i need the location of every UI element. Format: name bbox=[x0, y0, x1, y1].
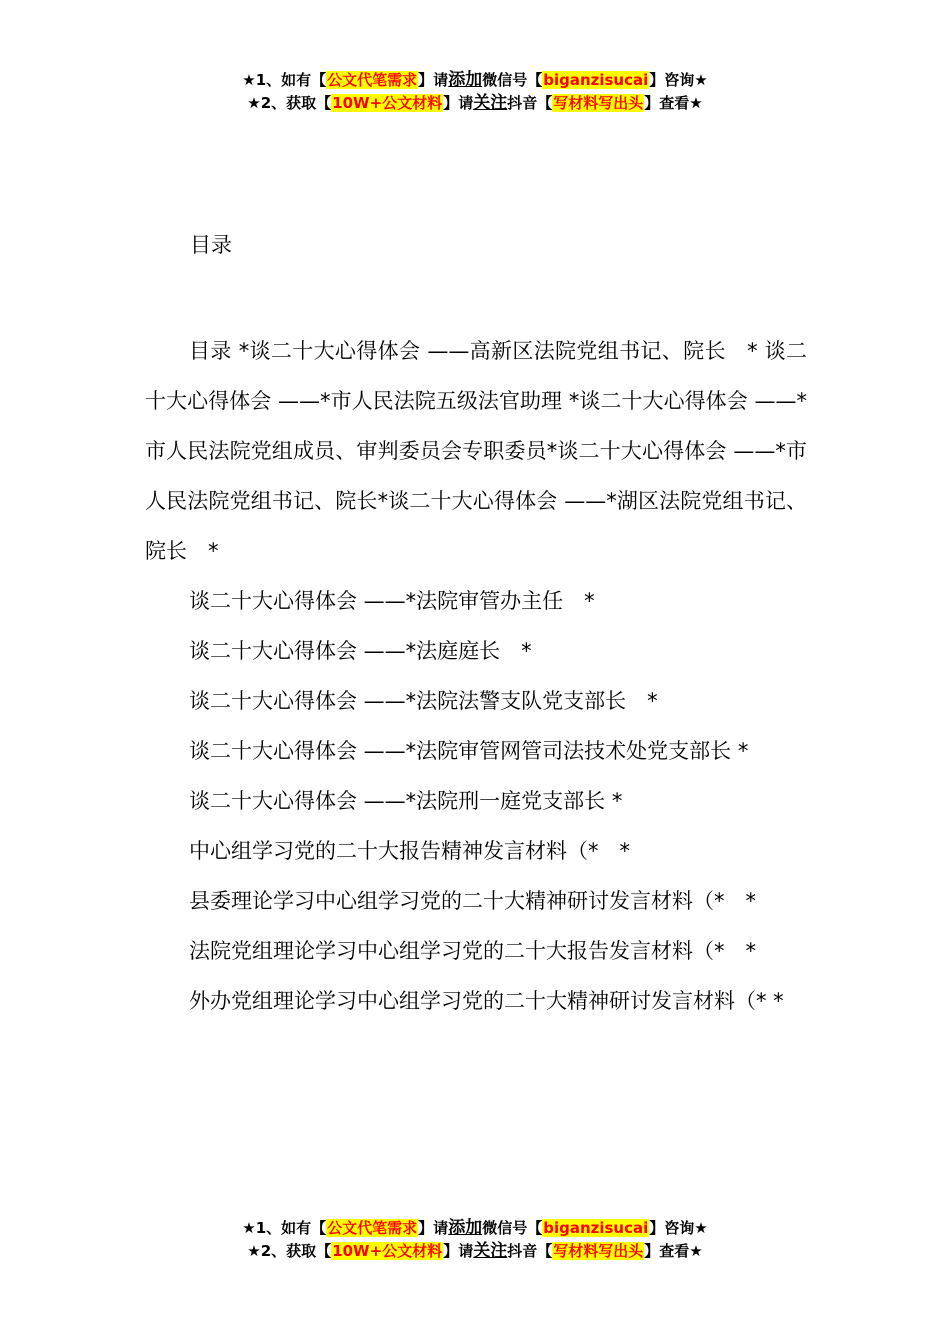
toc-item: 中心组学习党的二十大报告精神发言材料（* * bbox=[189, 839, 630, 863]
header-line-2-suffix: 】查看★ bbox=[644, 94, 703, 112]
header-line-1 bbox=[0, 69, 950, 92]
header-line-2-prefix: ★2、获取【 bbox=[247, 94, 332, 112]
header-banner bbox=[0, 69, 950, 115]
footer-line-1-mid2: 微信号【 bbox=[482, 1219, 543, 1237]
footer-line-2-highlight-douyin: 写材料写出头 bbox=[553, 1242, 644, 1260]
footer-line-1-emphasis: 添加 bbox=[448, 1218, 483, 1238]
page-title: 目录 bbox=[190, 233, 232, 257]
header-line-1-mid2: 微信号【 bbox=[482, 71, 543, 89]
header-line-1-emphasis: 添加 bbox=[448, 70, 483, 90]
footer-line-1 bbox=[0, 1217, 950, 1240]
toc-list bbox=[145, 576, 807, 1026]
header-line-2-mid2: 抖音【 bbox=[507, 94, 553, 112]
footer-line-1-highlight-wechat: biganzisucai bbox=[543, 1219, 649, 1237]
header-line-2-mid1: 】请 bbox=[443, 94, 474, 112]
header-line-2 bbox=[0, 92, 950, 115]
header-line-1-mid1: 】请 bbox=[418, 71, 449, 89]
header-line-1-highlight-wechat: biganzisucai bbox=[543, 71, 649, 89]
toc-item: 法院党组理论学习中心组学习党的二十大报告发言材料（* * bbox=[189, 939, 756, 963]
footer-line-2 bbox=[0, 1240, 950, 1263]
toc-paragraph: 目录 *谈二十大心得体会 ——高新区法院党组书记、院长 * 谈二十大心得体会 ——*市人民法院五级法官助理 *谈二十大心得体会 ——*市人民法院党组成员、审判委员会专职委员*谈二十大心得体会 ——*市人民法院党组书记、院长*谈二十大心得体会 ——*湖区法院党组书记、院长 * bbox=[145, 339, 807, 563]
footer-line-1-prefix: ★1、如有【 bbox=[242, 1219, 327, 1237]
footer-banner bbox=[0, 1217, 950, 1263]
footer-line-1-suffix: 】咨询★ bbox=[649, 1219, 708, 1237]
header-line-2-highlight-douyin: 写材料写出头 bbox=[553, 94, 644, 112]
footer-line-2-highlight-materials: 10W+公文材料 bbox=[332, 1242, 443, 1260]
footer-line-2-mid2: 抖音【 bbox=[507, 1242, 553, 1260]
header-line-2-highlight-materials: 10W+公文材料 bbox=[332, 94, 443, 112]
toc-item: 谈二十大心得体会 ——*法院审管办主任 * bbox=[189, 589, 595, 613]
footer-line-2-emphasis: 关注 bbox=[473, 1241, 508, 1261]
header-line-1-highlight-service: 公文代笔需求 bbox=[327, 71, 418, 89]
toc-item: 谈二十大心得体会 ——*法院审管网管司法技术处党支部长 * bbox=[189, 739, 749, 763]
toc-item: 县委理论学习中心组学习党的二十大精神研讨发言材料（* * bbox=[189, 889, 756, 913]
header-line-2-emphasis: 关注 bbox=[473, 93, 508, 113]
footer-line-2-prefix: ★2、获取【 bbox=[247, 1242, 332, 1260]
toc-item: 谈二十大心得体会 ——*法院刑一庭党支部长 * bbox=[189, 789, 623, 813]
toc-item: 谈二十大心得体会 ——*法院法警支队党支部长 * bbox=[189, 689, 658, 713]
footer-line-2-mid1: 】请 bbox=[443, 1242, 474, 1260]
toc-item: 谈二十大心得体会 ——*法庭庭长 * bbox=[189, 639, 532, 663]
footer-line-1-mid1: 】请 bbox=[418, 1219, 449, 1237]
footer-line-1-highlight-service: 公文代笔需求 bbox=[327, 1219, 418, 1237]
toc-item: 外办党组理论学习中心组学习党的二十大精神研讨发言材料（* * bbox=[189, 989, 784, 1013]
header-line-1-prefix: ★1、如有【 bbox=[242, 71, 327, 89]
header-line-1-suffix: 】咨询★ bbox=[649, 71, 708, 89]
footer-line-2-suffix: 】查看★ bbox=[644, 1242, 703, 1260]
